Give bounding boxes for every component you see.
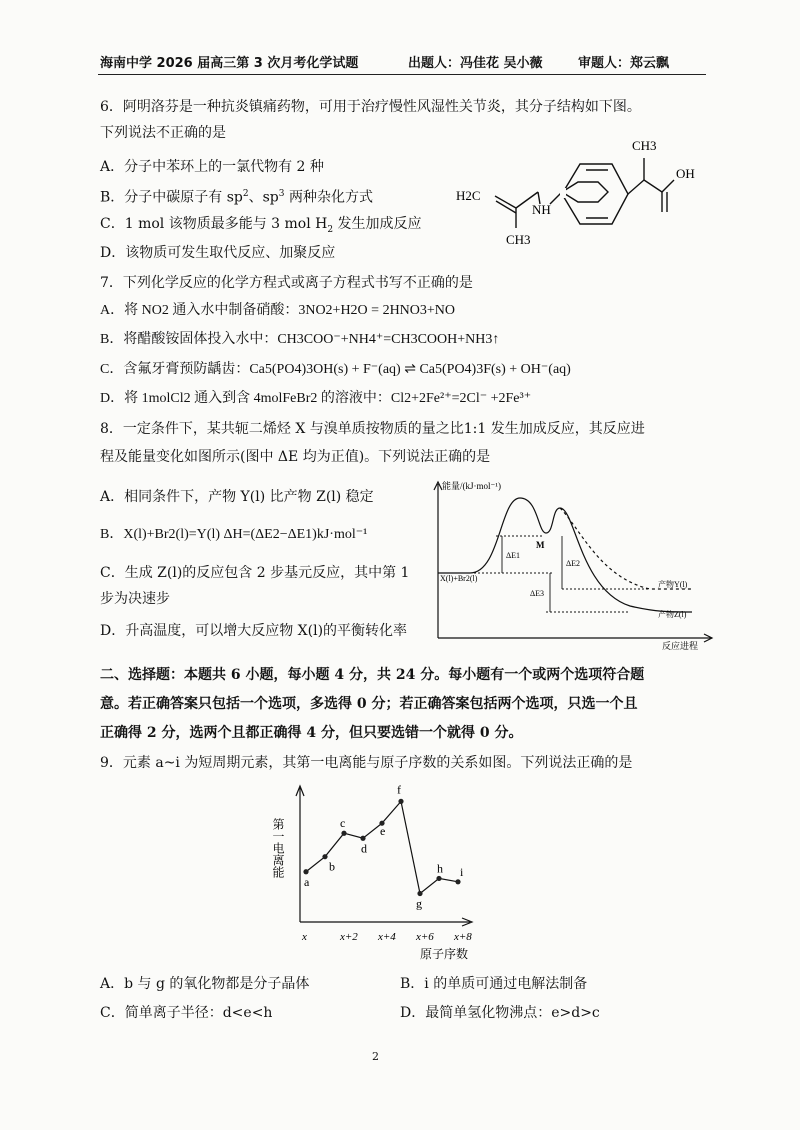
section2-line-2: 意。若正确答案只包括一个选项，多选得 0 分；若正确答案包括两个选项，只选一个且 (100, 696, 638, 712)
q8-stem-2: 程及能量变化如图所示(图中 ΔE 均为正值)。下列说法正确的是 (100, 449, 491, 465)
page-number: 2 (372, 1050, 379, 1063)
product-z-label: 产物Z(l) (658, 610, 687, 619)
point-h (436, 876, 441, 881)
point-label-a: a (304, 874, 310, 889)
q6-stem-2: 下列说法不正确的是 (100, 125, 226, 141)
energy-diagram (430, 478, 720, 650)
product-y-label: 产物Y(l) (658, 580, 688, 589)
energy-xlabel: 反应进程 (662, 641, 699, 650)
intermediate-m-label: M (536, 540, 545, 550)
ch3-bottom-label: CH3 (506, 232, 531, 247)
x-tick-label: x+6 (416, 931, 434, 943)
q6-option-d: D．该物质可发生取代反应、加聚反应 (100, 245, 336, 261)
q9-stem: 9．元素 a~i 为短周期元素，其第一电离能与原子序数的关系如图。下列说法正确的是 (100, 755, 633, 771)
point-label-i: i (460, 864, 464, 879)
q6-option-a: A．分子中苯环上的一氯代物有 2 种 (100, 159, 324, 175)
q8-option-a: A．相同条件下，产物 Y(l) 比产物 Z(l) 稳定 (100, 489, 374, 505)
q7-option-a: A．将 NO2 通入水中制备硝酸：3NO2+H2O = 2HNO3+NO (100, 303, 456, 318)
reviewer: 审题人：郑云飘 (578, 56, 670, 71)
point-label-g: g (416, 896, 422, 911)
point-c (341, 831, 346, 836)
x-tick-label: x+8 (454, 931, 472, 943)
q6-stem-1: 6．阿明洛芬是一种抗炎镇痛药物，可用于治疗慢性风湿性关节炎，其分子结构如下图。 (100, 99, 641, 115)
q7-option-d: D．将 1molCl2 通入到含 4molFeBr2 的溶液中：Cl2+2Fe²⁺=2Cl⁻ +2Fe³⁺ (100, 391, 532, 406)
q8-option-c-1: C．生成 Z(l)的反应包含 2 步基元反应，其中第 1 (100, 565, 410, 581)
point-label-h: h (437, 861, 443, 876)
point-label-f: f (397, 782, 401, 797)
q8-option-d: D．升高温度，可以增大反应物 X(l)的平衡转化率 (100, 623, 408, 639)
energy-ylabel: 能量/(kJ·mol⁻¹) (442, 481, 501, 491)
chart-ylabel: 第一电离能 (271, 818, 285, 878)
q9-option-d: D．最简单氢化物沸点：e>d>c (400, 1005, 600, 1021)
curve-to-y (560, 508, 692, 589)
section2-line-3: 正确得 2 分，选两个且都正确得 4 分，但只要选错一个就得 0 分。 (100, 725, 523, 741)
q9-option-b: B．i 的单质可通过电解法制备 (400, 976, 588, 992)
h2c-label: H2C (456, 188, 481, 203)
setter: 出题人：冯佳花 吴小薇 (408, 56, 543, 71)
q8-option-c-2: 步为决速步 (100, 591, 170, 607)
q7-option-c: C．含氟牙膏预防龋齿：Ca5(PO4)3OH(s) + F⁻(aq) ⇌ Ca5(PO4)3F(s) + OH⁻(aq) (100, 362, 571, 377)
q8-option-b: B．X(l)+Br2(l)=Y(l) ΔH=(ΔE2−ΔE1)kJ·mol⁻¹ (100, 527, 368, 542)
ionization-chart (270, 778, 510, 968)
point-i (455, 879, 460, 884)
nh-label: NH (532, 202, 551, 217)
q6-option-b: B．分子中碳原子有 $sp^2$、$sp^3$ 两种杂化方式 (100, 189, 373, 206)
molecule-structure (440, 128, 710, 250)
point-label-b: b (329, 859, 335, 874)
x-tick-label: x+2 (340, 931, 358, 943)
delta-e3-label: ΔE3 (530, 589, 545, 598)
point-b (322, 854, 327, 859)
point-a (303, 869, 308, 874)
ch3-top-label: CH3 (632, 138, 657, 153)
exam-title: 海南中学 2026 届高三第 3 次月考化学试题 (100, 56, 359, 71)
q7-stem: 7．下列化学反应的化学方程式或离子方程式书写不正确的是 (100, 275, 473, 291)
q9-option-c: C．简单离子半径：d<e<h (100, 1005, 273, 1021)
chart-xlabel: 原子序数 (420, 947, 469, 961)
header-rule (98, 74, 706, 75)
ionization-line (306, 801, 458, 893)
delta-e2-label: ΔE2 (566, 559, 581, 568)
section2-line-1: 二、选择题：本题共 6 小题，每小题 4 分，共 24 分。每小题有一个或两个选项符合题 (100, 667, 645, 683)
point-label-c: c (340, 816, 346, 831)
reactant-label: X(l)+Br2(l) (440, 574, 478, 583)
delta-e1-label: ΔE1 (506, 551, 521, 560)
q6-option-c: C．1 mol 该物质最多能与 3 mol $H_2$ 发生加成反应 (100, 216, 422, 235)
x-tick-label: x (302, 931, 307, 943)
curve-to-z (438, 498, 692, 612)
x-tick-label: x+4 (378, 931, 396, 943)
q8-stem-1: 8．一定条件下，某共轭二烯烃 X 与溴单质按物质的量之比1:1 发生加成反应，其反应进 (100, 421, 645, 437)
point-label-d: d (361, 841, 367, 856)
point-label-e: e (380, 824, 386, 839)
q7-option-b: B．将醋酸铵固体投入水中：CH3COO⁻+NH4⁺=CH3COOH+NH3↑ (100, 332, 500, 347)
q9-option-a: A．b 与 g 的氧化物都是分子晶体 (100, 976, 310, 992)
point-g (417, 891, 422, 896)
oh-label: OH (676, 166, 695, 181)
point-f (398, 799, 403, 804)
point-d (360, 836, 365, 841)
